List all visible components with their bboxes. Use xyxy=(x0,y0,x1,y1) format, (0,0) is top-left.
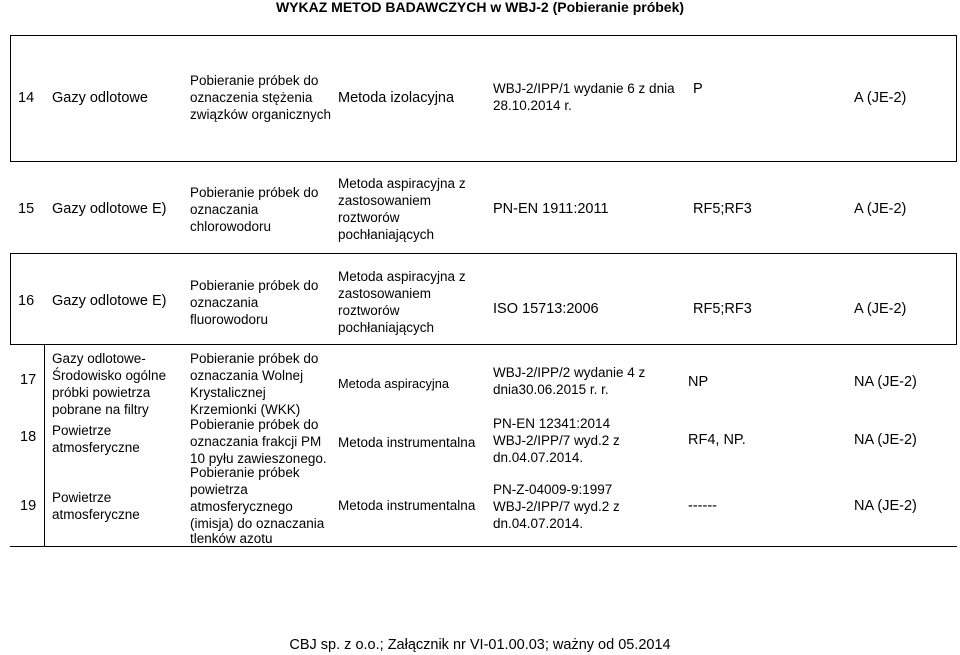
method-document: WBJ-2/IPP/1 wydanie 6 z dnia xyxy=(493,81,675,96)
test-scope: oznaczania xyxy=(190,202,259,217)
test-method: Metoda aspiracyjna z xyxy=(338,176,466,191)
test-scope: chlorowodoru xyxy=(190,219,272,234)
table-border-bottom xyxy=(10,546,957,547)
test-object: Gazy odlotowe E) xyxy=(52,293,167,309)
table-border-left xyxy=(10,253,11,344)
row-number: 17 xyxy=(20,372,37,388)
flexibility-code: RF4, NP. xyxy=(688,432,746,448)
test-method: Metoda izolacyjna xyxy=(338,90,455,106)
test-object: atmosferyczne xyxy=(52,440,140,455)
test-scope: Krystalicznej xyxy=(190,385,266,400)
test-method: Metoda aspiracyjna z xyxy=(338,269,466,284)
test-scope: Pobieranie próbek do xyxy=(190,417,319,432)
test-scope: powietrza xyxy=(190,482,248,497)
test-method: Metoda instrumentalna xyxy=(338,435,476,450)
method-document: ISO 15713:2006 xyxy=(493,301,599,317)
table-border-right xyxy=(956,253,957,344)
method-document: PN-Z-04009-9:1997 xyxy=(493,482,613,497)
test-scope: oznaczania xyxy=(190,295,259,310)
test-method: roztworów xyxy=(338,303,400,318)
page-footer: CBJ sp. z o.o.; Załącznik nr VI-01.00.03; ważny od 05.2014 xyxy=(289,637,671,653)
method-document: dn.04.07.2014. xyxy=(493,450,584,465)
test-scope: atmosferycznego xyxy=(190,499,293,514)
test-scope: Pobieranie próbek do xyxy=(190,185,319,200)
test-scope: fluorowodoru xyxy=(190,312,269,327)
method-document: PN-EN 1911:2011 xyxy=(493,201,609,217)
accreditation-status: NA (JE-2) xyxy=(854,498,917,514)
test-scope: Krzemionki (WKK) xyxy=(190,402,301,417)
method-document: WBJ-2/IPP/7 wyd.2 z xyxy=(493,433,620,448)
accreditation-status: A (JE-2) xyxy=(854,301,907,317)
method-document: dn.04.07.2014. xyxy=(493,516,584,531)
flexibility-code: RF5;RF3 xyxy=(693,301,752,317)
table-border-right xyxy=(956,35,957,161)
test-object: Środowisko ogólne xyxy=(52,368,167,383)
method-document: PN-EN 12341:2014 xyxy=(493,416,611,431)
test-scope: Pobieranie próbek do xyxy=(190,73,319,88)
row-number: 18 xyxy=(20,429,37,445)
test-scope: związków organicznych xyxy=(190,107,332,122)
row-number: 14 xyxy=(18,90,35,106)
flexibility-code: NP xyxy=(688,374,709,390)
test-method: Metoda instrumentalna xyxy=(338,498,476,513)
method-document: WBJ-2/IPP/2 wydanie 4 z xyxy=(493,365,646,380)
test-scope: oznaczania frakcji PM xyxy=(190,434,322,449)
test-object: Gazy odlotowe- xyxy=(52,351,146,366)
accreditation-status: A (JE-2) xyxy=(854,90,907,106)
method-document: WBJ-2/IPP/7 wyd.2 z xyxy=(493,499,620,514)
row-divider xyxy=(10,161,957,162)
test-scope: (imisja) do oznaczania xyxy=(190,516,325,531)
test-method: Metoda aspiracyjna xyxy=(338,376,449,391)
document-title: WYKAZ METOD BADAWCZYCH w WBJ-2 (Pobieranie próbek) xyxy=(275,0,685,15)
test-object: Powietrze xyxy=(52,423,112,438)
row-divider xyxy=(10,253,957,254)
row-number: 16 xyxy=(18,293,35,309)
test-object: atmosferyczne xyxy=(52,507,140,522)
test-scope: tlenków azotu xyxy=(190,531,273,546)
method-document: dnia30.06.2015 r. r. xyxy=(493,382,609,397)
flexibility-code: ------ xyxy=(688,498,717,514)
test-object: pobrane na filtry xyxy=(52,402,149,417)
accreditation-status: NA (JE-2) xyxy=(854,374,917,390)
test-method: pochłaniających xyxy=(338,227,435,242)
row-number: 15 xyxy=(18,201,35,217)
test-scope: oznaczania Wolnej xyxy=(190,368,304,383)
col-divider xyxy=(44,344,45,546)
test-object: próbki powietrza xyxy=(52,385,151,400)
flexibility-code: RF5;RF3 xyxy=(693,201,752,217)
test-object: Gazy odlotowe xyxy=(52,90,148,106)
test-method: pochłaniających xyxy=(338,320,435,335)
table-border-top xyxy=(10,35,957,36)
accreditation-status: A (JE-2) xyxy=(854,201,907,217)
test-scope: Pobieranie próbek do xyxy=(190,351,319,366)
accreditation-status: NA (JE-2) xyxy=(854,432,917,448)
table-border-left xyxy=(10,35,11,161)
test-method: zastosowaniem xyxy=(338,193,432,208)
test-object: Powietrze xyxy=(52,490,112,505)
row-number: 19 xyxy=(20,498,37,514)
test-method: zastosowaniem xyxy=(338,286,432,301)
test-object: Gazy odlotowe E) xyxy=(52,201,167,217)
flexibility-code: P xyxy=(693,81,703,97)
test-scope: Pobieranie próbek do xyxy=(190,278,319,293)
row-divider xyxy=(10,344,957,345)
test-method: roztworów xyxy=(338,210,400,225)
method-document: 28.10.2014 r. xyxy=(493,98,572,113)
test-scope: Pobieranie próbek xyxy=(190,465,300,480)
test-scope: oznaczenia stężenia xyxy=(190,90,313,105)
test-scope: 10 pyłu zawieszonego. xyxy=(190,451,327,466)
